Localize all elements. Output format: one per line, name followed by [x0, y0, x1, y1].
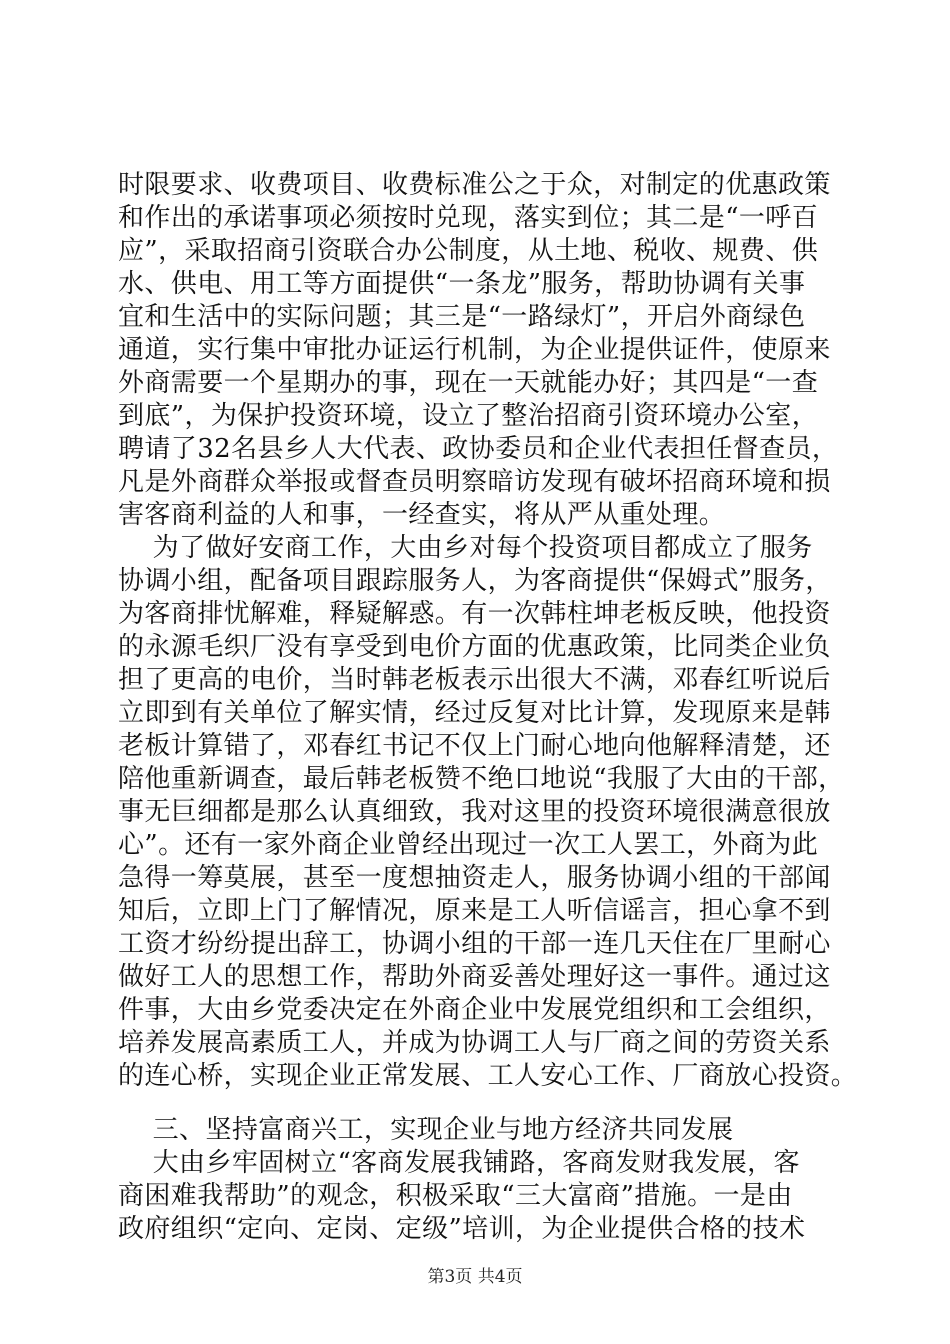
text-line: 聘请了32名县乡人大代表、政协委员和企业代表担任督查员，: [118, 434, 839, 464]
paragraph-start-line: 大由乡牢固树立“客商发展我铺路，客商发财我发展，客: [118, 1148, 800, 1178]
text-line: 件事，大由乡党委决定在外商企业中发展党组织和工会组织，: [118, 995, 831, 1025]
text-line: 心”。还有一家外商企业曾经出现过一次工人罢工，外商为此: [118, 830, 819, 860]
text-line: 和作出的承诺事项必须按时兑现，落实到位；其二是“一呼百: [118, 203, 819, 233]
text-line: 协调小组，配备项目跟踪服务人，为客商提供“保姆式”服务，: [118, 566, 832, 596]
text-line: 知后，立即上门了解情况，原来是工人听信谣言，担心拿不到: [118, 896, 831, 926]
text-line: 通道，实行集中审批办证运行机制，为企业提供证件，使原来: [118, 335, 831, 365]
text-line: 外商需要一个星期办的事，现在一天就能办好；其四是“一查: [118, 368, 819, 398]
text-line: 时限要求、收费项目、收费标准公之于众，对制定的优惠政策: [118, 170, 831, 200]
text-line: 政府组织“定向、定岗、定级”培训，为企业提供合格的技术: [118, 1214, 806, 1244]
text-line: 害客商利益的人和事，一经查实，将从严从重处理。: [118, 500, 726, 530]
text-line: 陪他重新调查，最后韩老板赞不绝口地说“我服了大由的干部，: [118, 764, 845, 794]
text-line: 做好工人的思想工作，帮助外商妥善处理好这一事件。通过这: [118, 962, 831, 992]
text-line: 宜和生活中的实际问题；其三是“一路绿灯”，开启外商绿色: [118, 302, 806, 332]
text-line: 立即到有关单位了解实情，经过反复对比计算，发现原来是韩: [118, 698, 831, 728]
text-line: 的连心桥，实现企业正常发展、工人安心工作、厂商放心投资。: [118, 1061, 858, 1091]
text-line: 水、供电、用工等方面提供“一条龙”服务，帮助协调有关事: [118, 269, 806, 299]
text-line: 到底”，为保护投资环境，设立了整治招商引资环境办公室，: [118, 401, 819, 431]
text-line: 凡是外商群众举报或督查员明察暗访发现有破坏招商环境和损: [118, 467, 831, 497]
text-line: 商困难我帮助”的观念，积极采取“三大富商”措施。一是由: [118, 1181, 793, 1211]
text-line: 急得一筹莫展，甚至一度想抽资走人，服务协调小组的干部闻: [118, 863, 831, 893]
text-line: 老板计算错了，邓春红书记不仅上门耐心地向他解释清楚，还: [118, 731, 831, 761]
text-line: 事无巨细都是那么认真细致，我对这里的投资环境很满意很放: [118, 797, 831, 827]
text-line: 培养发展高素质工人，并成为协调工人与厂商之间的劳资关系: [118, 1028, 831, 1058]
section-heading: 三、坚持富商兴工，实现企业与地方经济共同发展: [118, 1115, 734, 1145]
page-footer: 第3页 共4页: [427, 1267, 523, 1287]
text-line: 应”，采取招商引资联合办公制度，从土地、税收、规费、供: [118, 236, 819, 266]
text-line: 工资才纷纷提出辞工，协调小组的干部一连几天住在厂里耐心: [118, 929, 831, 959]
paragraph-start-line: 为了做好安商工作，大由乡对每个投资项目都成立了服务: [118, 533, 813, 563]
text-line: 的永源毛织厂没有享受到电价方面的优惠政策，比同类企业负: [118, 632, 831, 662]
text-line: 担了更高的电价，当时韩老板表示出很大不满，邓春红听说后: [118, 665, 831, 695]
text-line: 为客商排忧解难，释疑解惑。有一次韩柱坤老板反映，他投资: [118, 599, 831, 629]
